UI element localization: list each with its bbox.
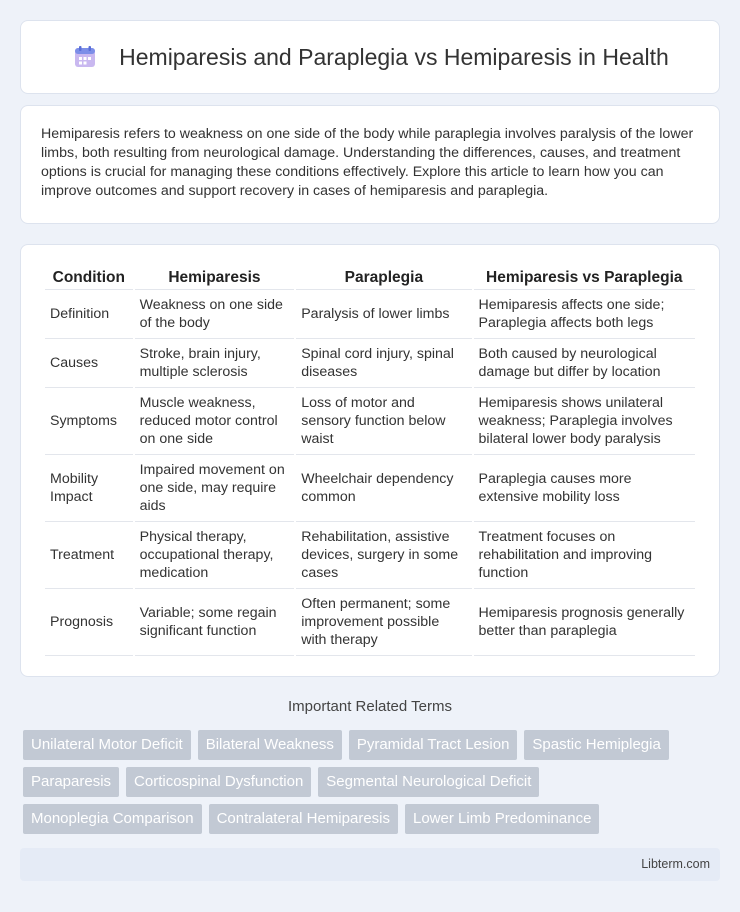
tag-row — [23, 730, 723, 760]
header-comparison: Hemiparesis vs Paraplegia — [474, 264, 695, 290]
page-title: Hemiparesis and Paraplegia vs Hemiparesis in Health — [119, 43, 669, 70]
table-cell: Hemiparesis shows unilateral weakness; Paraplegia involves bilateral lower body paralysis — [474, 388, 695, 455]
comparison-table — [43, 264, 697, 656]
table-header-row — [45, 264, 695, 290]
intro-card — [20, 105, 720, 224]
table-cell: Hemiparesis affects one side; Paraplegia affects both legs — [474, 290, 695, 339]
calendar-icon — [71, 43, 99, 71]
table-cell: Definition — [45, 290, 133, 339]
table-cell: Mobility Impact — [45, 455, 133, 522]
table-row — [45, 589, 695, 656]
related-term-tag[interactable]: Unilateral Motor Deficit — [23, 730, 191, 760]
related-term-tag[interactable]: Bilateral Weakness — [198, 730, 342, 760]
table-cell: Loss of motor and sensory function below waist — [296, 388, 471, 455]
table-cell: Paralysis of lower limbs — [296, 290, 471, 339]
related-term-tag[interactable]: Monoplegia Comparison — [23, 804, 202, 834]
table-row — [45, 339, 695, 388]
table-cell: Spinal cord injury, spinal diseases — [296, 339, 471, 388]
table-cell: Wheelchair dependency common — [296, 455, 471, 522]
table-cell: Treatment — [45, 522, 133, 589]
table-row — [45, 290, 695, 339]
table-row — [45, 388, 695, 455]
table-cell: Variable; some regain significant function — [135, 589, 295, 656]
related-terms-title: Important Related Terms — [288, 698, 452, 715]
related-term-tag[interactable]: Corticospinal Dysfunction — [126, 767, 311, 797]
related-terms-list — [23, 730, 723, 841]
related-term-tag[interactable]: Spastic Hemiplegia — [524, 730, 668, 760]
table-cell: Weakness on one side of the body — [135, 290, 295, 339]
related-term-tag[interactable]: Segmental Neurological Deficit — [318, 767, 539, 797]
table-row — [45, 455, 695, 522]
table-cell: Hemiparesis prognosis generally better than paraplegia — [474, 589, 695, 656]
related-term-tag[interactable]: Lower Limb Predominance — [405, 804, 599, 834]
table-cell: Paraplegia causes more extensive mobility loss — [474, 455, 695, 522]
header-paraplegia: Paraplegia — [296, 264, 471, 290]
table-cell: Treatment focuses on rehabilitation and improving function — [474, 522, 695, 589]
table-cell: Both caused by neurological damage but differ by location — [474, 339, 695, 388]
table-cell: Physical therapy, occupational therapy, medication — [135, 522, 295, 589]
table-cell: Rehabilitation, assistive devices, surgery in some cases — [296, 522, 471, 589]
related-term-tag[interactable]: Pyramidal Tract Lesion — [349, 730, 518, 760]
related-term-tag[interactable]: Contralateral Hemiparesis — [209, 804, 398, 834]
table-row — [45, 522, 695, 589]
table-cell: Often permanent; some improvement possible with therapy — [296, 589, 471, 656]
comparison-table-card — [20, 244, 720, 677]
tag-row — [23, 804, 723, 834]
table-cell: Impaired movement on one side, may require aids — [135, 455, 295, 522]
title-card — [20, 20, 720, 94]
related-term-tag[interactable]: Paraparesis — [23, 767, 119, 797]
table-cell: Prognosis — [45, 589, 133, 656]
table-cell: Causes — [45, 339, 133, 388]
footer — [20, 848, 720, 881]
table-cell: Stroke, brain injury, multiple sclerosis — [135, 339, 295, 388]
tag-row — [23, 767, 723, 797]
intro-text: Hemiparesis refers to weakness on one side of the body while paraplegia involves paralysis of the lower limbs, both resulting from neurological damage. Understanding the differences, causes, and treatment options is crucial for managing these conditions effectively. Explore this article to learn how you can improve outcomes and support recovery in cases of hemiparesis and paraplegia. — [41, 126, 694, 199]
header-condition: Condition — [45, 264, 133, 290]
table-cell: Symptoms — [45, 388, 133, 455]
footer-site-link[interactable]: Libterm.com — [641, 857, 710, 871]
table-cell: Muscle weakness, reduced motor control on one side — [135, 388, 295, 455]
header-hemiparesis: Hemiparesis — [135, 264, 295, 290]
